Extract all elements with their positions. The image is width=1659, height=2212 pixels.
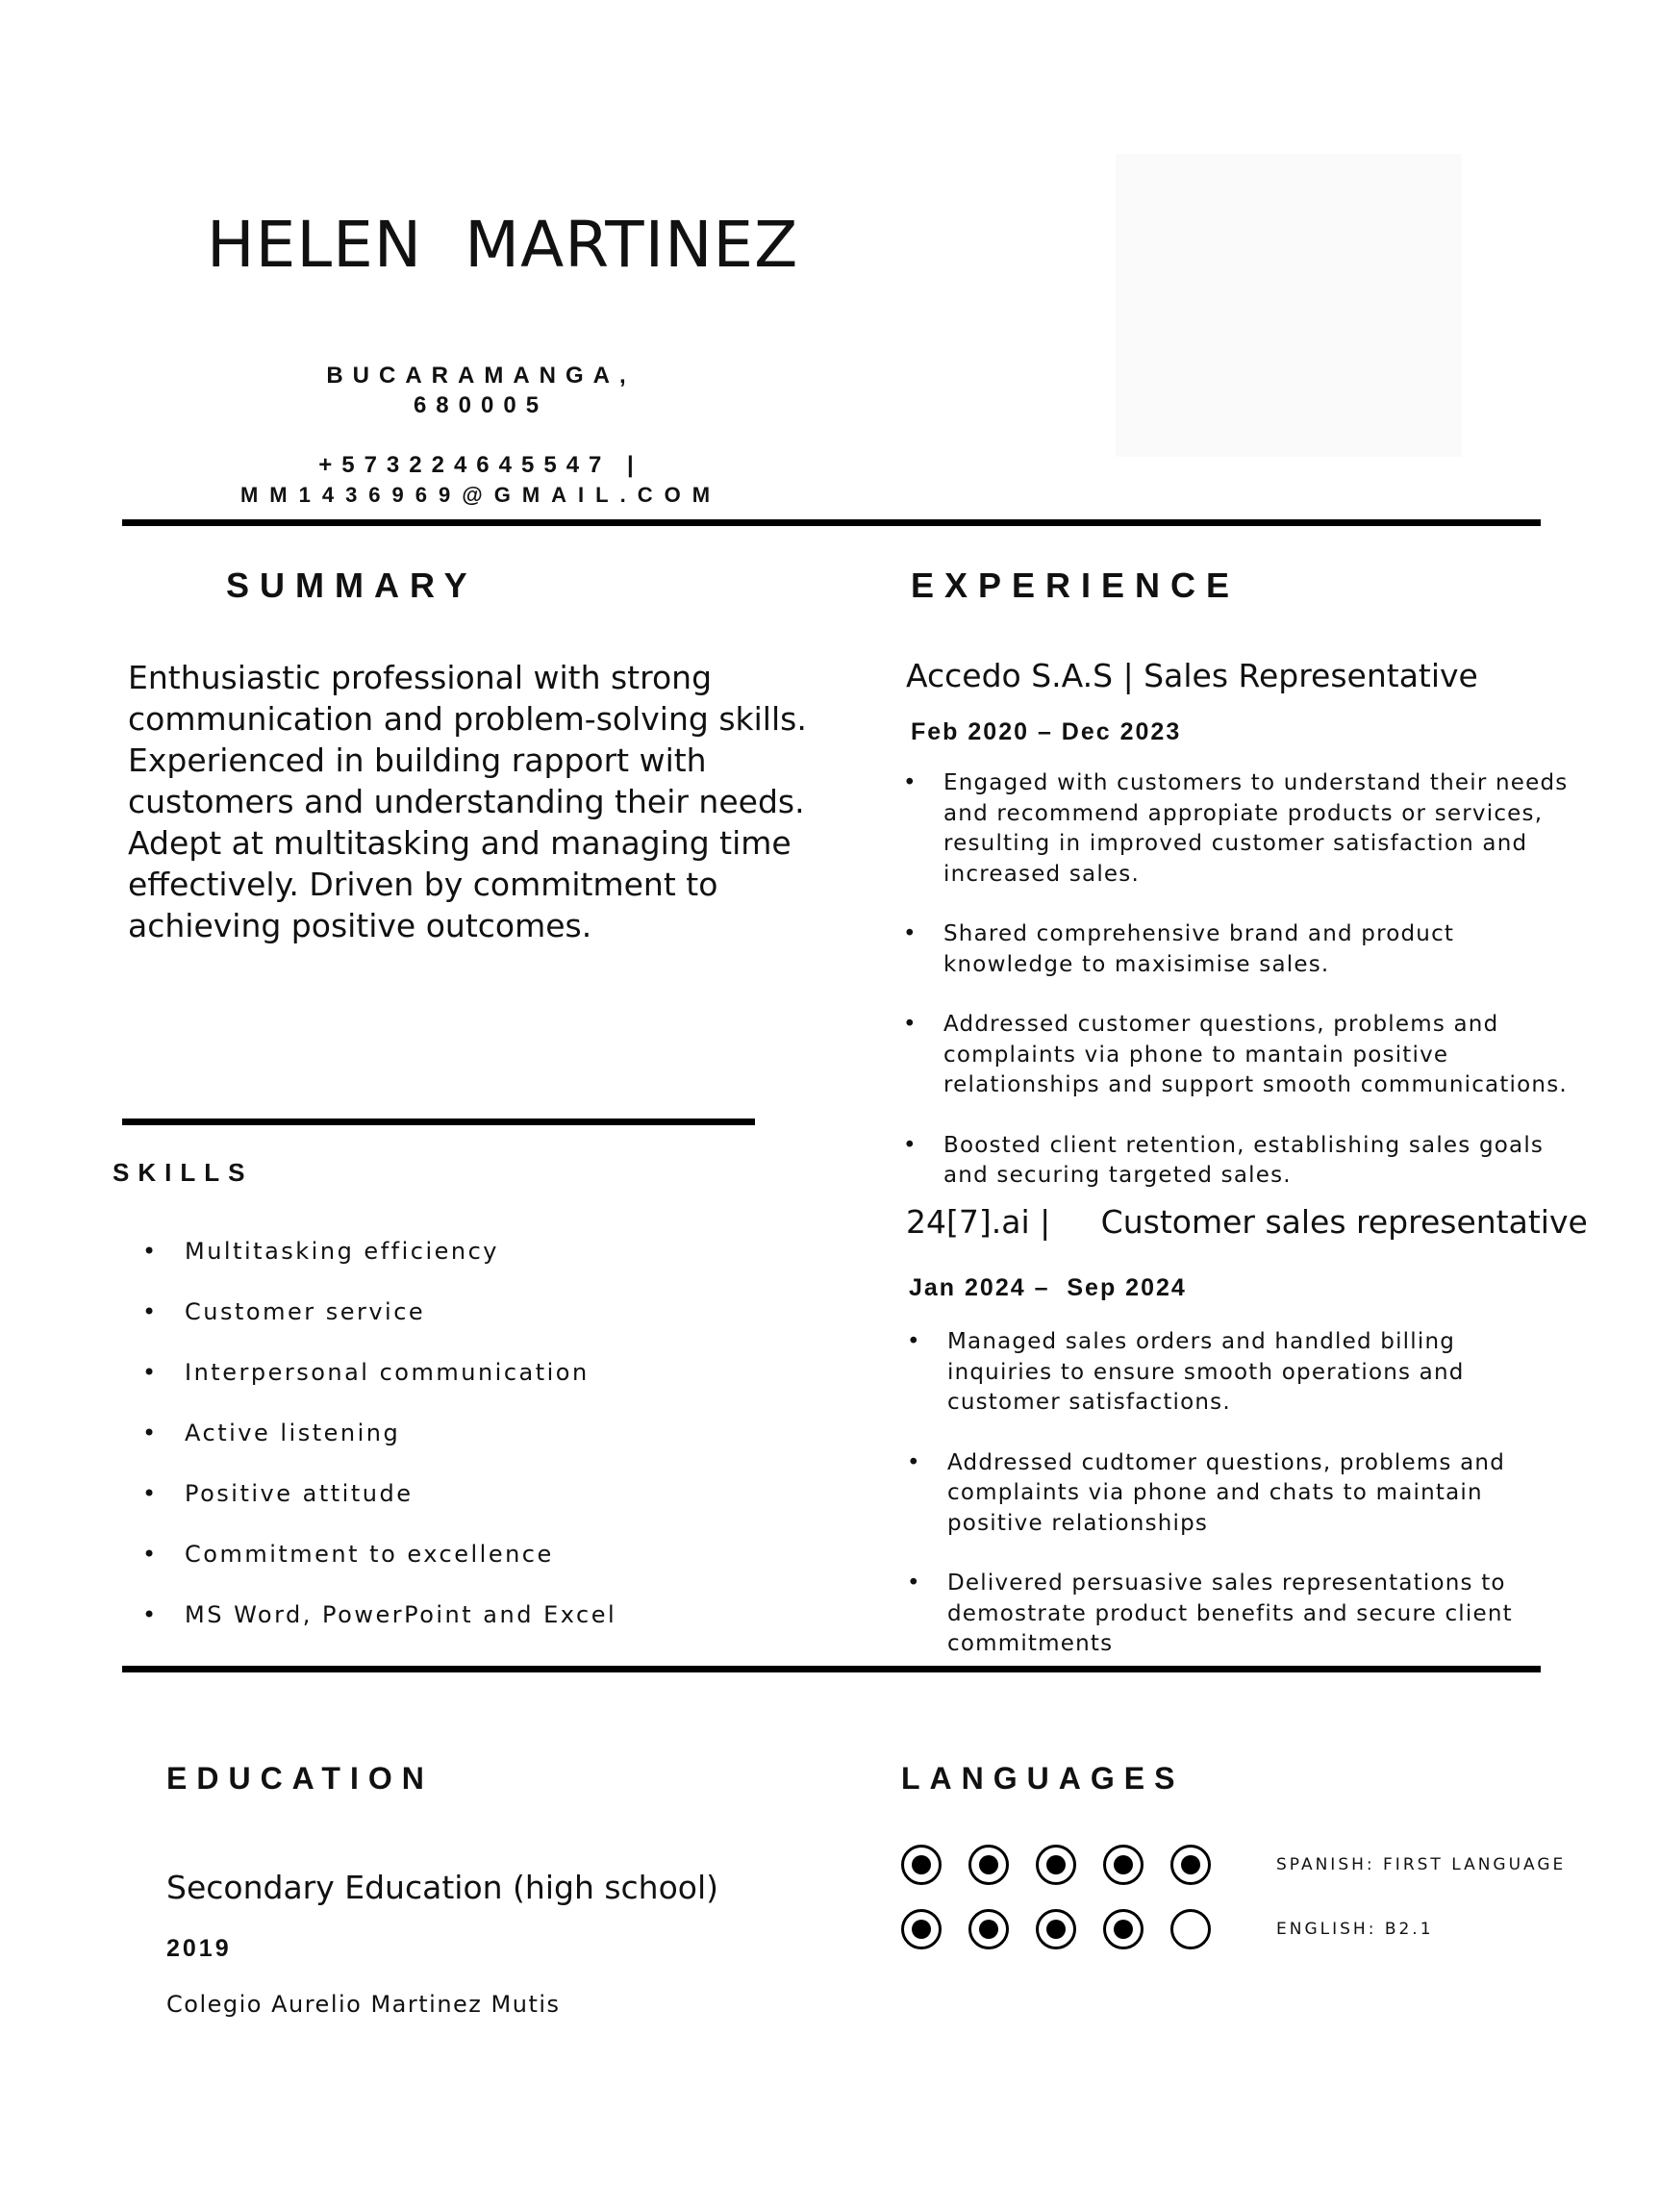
profile-photo-placeholder: [1116, 154, 1462, 457]
job-title-2: 24[7].ai | Customer sales representative: [906, 1203, 1588, 1241]
education-heading: EDUCATION: [166, 1761, 434, 1796]
phone-number: +573224645547 |: [318, 452, 643, 478]
header-divider: [122, 519, 1541, 526]
job-bullets-2: [907, 1327, 1537, 1690]
skill-item: • Interpersonal communication: [135, 1357, 616, 1418]
job-dates-1: Feb 2020 – Dec 2023: [911, 718, 1182, 745]
level-dot-filled-icon: [1036, 1909, 1076, 1949]
skills-list: [135, 1236, 616, 1660]
location-city: BUCARAMANGA,: [326, 363, 636, 389]
language-row-english: [901, 1909, 1434, 1949]
location-postcode: 680005: [413, 392, 549, 418]
level-dot-filled-icon: [968, 1845, 1009, 1885]
job-dates-2: Jan 2024 – Sep 2024: [909, 1274, 1187, 1301]
job-bullet: • Shared comprehensive brand and product knowledge to maxisimise sales.: [903, 919, 1586, 980]
language-level-dots: [901, 1845, 1238, 1885]
education-year: 2019: [166, 1935, 232, 1962]
job-bullet: • Addressed customer questions, problems and complaints via phone to mantain positive relationships and support smooth communications.: [903, 1010, 1586, 1101]
summary-text: Enthusiastic professional with strong communication and problem-solving skills. Experienced in building rapport with customers and understanding their needs. Adept at multitasking and managing time effectively. Driven by commitment to achieving positive outcomes.: [128, 659, 807, 944]
skill-item: • Multitasking efficiency: [135, 1236, 616, 1296]
level-dot-filled-icon: [1103, 1845, 1144, 1885]
bottom-divider: [122, 1666, 1541, 1672]
level-dot-filled-icon: [1036, 1845, 1076, 1885]
experience-heading: EXPERIENCE: [911, 566, 1241, 605]
education-school: Colegio Aurelio Martinez Mutis: [166, 1991, 561, 2018]
job-bullet: • Boosted client retention, establishing sales goals and securing targeted sales.: [903, 1131, 1586, 1192]
email-address: MM1436969@GMAIL.COM: [239, 483, 722, 507]
education-degree: Secondary Education (high school): [166, 1869, 719, 1906]
skill-item: • MS Word, PowerPoint and Excel: [135, 1599, 616, 1660]
job-bullet: • Managed sales orders and handled billing inquiries to ensure smooth operations and customer satisfactions.: [907, 1327, 1537, 1419]
job-bullet: • Delivered persuasive sales representations to demostrate product benefits and secure client commitments: [907, 1569, 1537, 1660]
job-bullets-1: [903, 768, 1586, 1221]
language-label: SPANISH: FIRST LANGUAGE: [1276, 1855, 1567, 1874]
skill-item: • Positive attitude: [135, 1478, 616, 1539]
resume-name: HELEN MARTINEZ: [207, 208, 799, 282]
skills-divider: [122, 1119, 755, 1125]
language-row-spanish: [901, 1845, 1566, 1885]
level-dot-filled-icon: [968, 1909, 1009, 1949]
languages-heading: LANGUAGES: [901, 1761, 1185, 1796]
language-label: ENGLISH: B2.1: [1276, 1920, 1434, 1939]
summary-heading: SUMMARY: [226, 566, 478, 605]
skill-item: • Active listening: [135, 1418, 616, 1478]
job-bullet: • Addressed cudtomer questions, problems and complaints via phone and chats to maintain positive relationships: [907, 1448, 1537, 1540]
skill-item: • Commitment to excellence: [135, 1539, 616, 1599]
level-dot-filled-icon: [901, 1909, 942, 1949]
level-dot-filled-icon: [901, 1845, 942, 1885]
language-level-dots: [901, 1909, 1238, 1949]
skill-item: • Customer service: [135, 1296, 616, 1357]
job-title-1: Accedo S.A.S | Sales Representative: [906, 657, 1478, 694]
skills-heading: SKILLS: [113, 1158, 254, 1187]
job-bullet: • Engaged with customers to understand their needs and recommend appropiate products or services, resulting in improved customer satisfaction and increased sales.: [903, 768, 1586, 890]
level-dot-empty-icon: [1170, 1909, 1211, 1949]
level-dot-filled-icon: [1103, 1909, 1144, 1949]
level-dot-filled-icon: [1170, 1845, 1211, 1885]
